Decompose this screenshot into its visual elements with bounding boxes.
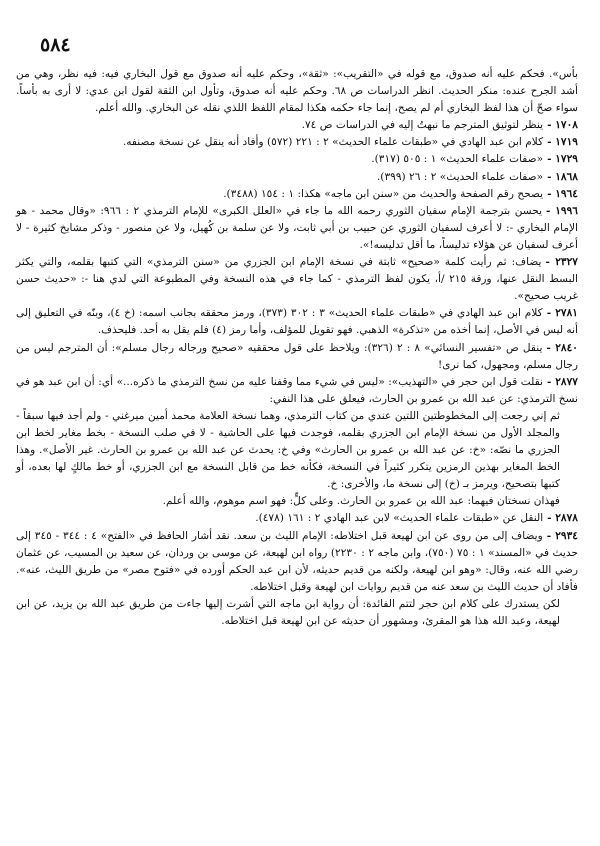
note-paragraph	[16, 510, 578, 527]
note-paragraph	[16, 117, 578, 134]
note-number: ١٩٦٤ -	[547, 187, 578, 200]
note-paragraph	[16, 134, 578, 151]
note-text: يضاف: ثم رأيت كلمة «صحيح» ثابتة في نسخة الإمام ابن الجزري من «سنن الترمذي» التي كتبها بقلمه، والتي يكثر البسط النقل عنها، ورقة ٢١٥ /أ، يكون لفظ الترمذي - كما جاء في هذه النسخة وفي المطبوعة التي لدي هنا -: «حديث حسن غريب صحيح».	[16, 256, 578, 303]
note-text: ثم إني رجعت إلى المخطوطتين اللتين عندي من كتاب الترمذي، وهما نسخة العلامة محمد أمين ميرغني - ولم أجد فيها سبقاً - والمجلد الأول من نسخة الإمام ابن الجزري بقلمه، فوجدت فيها على الحاشية - لا في صلب النسخة - بخط مغاير لخط ابن الجزري ما نصّه: «خ: عن عبد الله بن عمرو بن الحارث» وفي خ: يحدث عن عبد الله بن عمرو بن الحارث. غير الأصل». وهذا الخط المغاير بهذين الرمزين يتكرر كثيراً في النسخة، فكأنه خط من قابل النسخة مع ابن الجزري، أو خط مالكٍ لها بعده، أو كتبها بتصحيح، ويرمز بـ (خ) إلى نسخة ما، والأخرى: خ.	[16, 409, 560, 491]
note-number: ٢٨٧٨ -	[547, 512, 578, 525]
note-text: لكن يستدرك على كلام ابن حجر لتتم الفائدة: أن رواية ابن ماجه التي أشرت إليها جاءت من طريق عبد الله بن يزيد، عن ابن لهيعة، وعبد الله هذا هو المقرئ، ومشهور أن حديثه عن ابن لهيعة قبل اختلاطه.	[16, 597, 560, 627]
note-paragraph	[16, 186, 578, 203]
note-paragraph	[16, 305, 578, 339]
note-paragraph	[16, 374, 578, 408]
note-paragraph	[16, 528, 578, 596]
note-number: ٢٣٢٧ -	[545, 256, 578, 269]
note-text: نقلت قول ابن حجر في «التهذيب»: «ليس في شيء مما وقفنا عليه من نسخ الترمذي ما ذكره...» أي: أن ابن عبد هو في نسخ الترمذي: عن عبد الله بن عمرو بن الحارث، فيعلق على هذا النفي:	[16, 375, 578, 405]
note-text: النقل عن «طبقات علماء الحديث» لابن عبد الهادي ٢ : ١٦١ (٤٧٨).	[255, 512, 544, 525]
note-paragraph	[16, 254, 578, 305]
note-paragraph	[16, 408, 578, 493]
note-paragraph	[16, 340, 578, 374]
notes-body	[16, 66, 578, 630]
note-number: ٢٨٤٠ -	[546, 341, 578, 354]
note-text: بأس». فحكم عليه أنه صدوق، مع قوله في «التقريب»: «ثقة»، وحكم عليه أنه صدوق مع قول البخاري فيه: فيه نظر، وهي من أشد الجرح عنده: منكر الحديث. انظر الدراسات ص ٦٨. وحكم عليه أنه صدوق، وتأول ابن الثقة لقول ابن عدي: لا أرى به بأساً. سواء صحّ أن هذا لفظ البخاري أم لم يصح، إنما جاء حكمه هكذا لمقام اللفظ اللذي نقله عن البخاري. والله أعلم.	[16, 68, 578, 115]
note-text: كلام ابن عبد الهادي في «طبقات علماء الحديث» ٣ : ٣٠٢ (٣٧٣)، ورمز محققه بجانب اسمه: (خ ٤)، وبنّه في التعليق إلى أنه ليس في الأصل، إنما أخذه من «تذكرة» الذهبي. فهو تقويل للمؤلف، وأما رمز (٤) فلم يقل به أحد. فليحذف.	[16, 307, 578, 337]
note-number: ١٩٩٦ -	[546, 204, 578, 217]
note-paragraph	[16, 66, 578, 117]
note-number: ٢٩٣٤ -	[546, 529, 578, 542]
note-text: «صفات علماء الحديث» ٢ : ٢٦ (٣٩٩).	[376, 170, 544, 183]
page-number: ٥٨٤	[40, 34, 71, 56]
note-paragraph	[16, 151, 578, 168]
note-text: ويضاف إلى من روى عن ابن لهيعة قبل اختلاطه: الإمام الليث بن سعد. نقد أشار الحافظ في «الفتح» ٤ : ٣٤٤ - ٣٤٥ إلى حديث في «المسند» ١ : ٧٥ (٧٥٠)، وابن ماجه ٢ : ٢٢٣٠) رواه ابن لهيعة، عن موسى بن وردان، عن سعيد بن المسيب، عن عثمان رضي الله عنه، وقال: «وهو ابن لهيعة، ولكنه من قديم حديثه، لأن ابن عبد الحكم أورده في «فتوح مصر» من طريق الليث، عنه». فأفاد أن حديث الليث بن سعد عنه من قديم روايات ابن لهيعة وقبل اختلاطه.	[16, 529, 578, 593]
note-paragraph	[16, 169, 578, 186]
note-text: «صفات علماء الحديث» ١ : ٥٠٥ (٣١٧).	[371, 153, 544, 166]
note-number: ١٧٠٨ -	[547, 119, 578, 132]
note-text: يصحح رقم الصفحة والحديث من «سنن ابن ماجه» هكذا: ١ : ١٥٤ (٣٤٨٨).	[223, 187, 544, 200]
note-text: يحسن بترجمة الإمام سفيان الثوري رحمه الله ما جاء في «العلل الكبرى» للإمام الترمذي ٢ : ٩٦٦: «وقال محمد - هو الإمام البخاري -: لا أعرف لسفيان الثوري عن حبيب بن أبي ثابت، ولا عن سلمة بن كُهيل، ولا عن منصور - وذكر مشايخ كثيرة - لا أعرف لسفيان عن هؤلاء تدليساً، ما أقل تدليسه!».	[16, 204, 578, 251]
note-text: كلام ابن عبد الهادي في «طبقات علماء الحديث» ٢ : ٢٢١ (٥٧٢) وأفاد أنه ينقل عن نسخة مصنفه.	[122, 136, 544, 149]
note-paragraph	[16, 493, 578, 510]
note-paragraph	[16, 596, 578, 630]
note-number: ١٧٢٩ -	[547, 153, 578, 166]
note-number: ٢٨٧٧ -	[547, 375, 578, 388]
note-paragraph	[16, 203, 578, 254]
note-number: ٢٧٨١ -	[546, 307, 578, 320]
note-text: ينقل ص «تفسير النسائي» ٨ : ٢ (٣٢٦): ويلاحظ على قول محققيه «صحيح ورجاله رجال مسلم»: أن المترجم ليس من رجال مسلم، ومجهول، كما نرى!	[16, 341, 578, 371]
note-text: فهذان نسختان فيهما: عبد الله بن عمرو بن الحارث. وعلى كلٍّ: فهو اسم موهوم، والله أعلم.	[162, 495, 560, 508]
note-number: ١٧١٩ -	[547, 136, 578, 149]
note-number: ١٨٦٨ -	[547, 170, 578, 183]
note-text: ينظر لتوثيق المترجم ما نبهتُ إليه في الدراسات ص ٧٤.	[301, 119, 544, 132]
